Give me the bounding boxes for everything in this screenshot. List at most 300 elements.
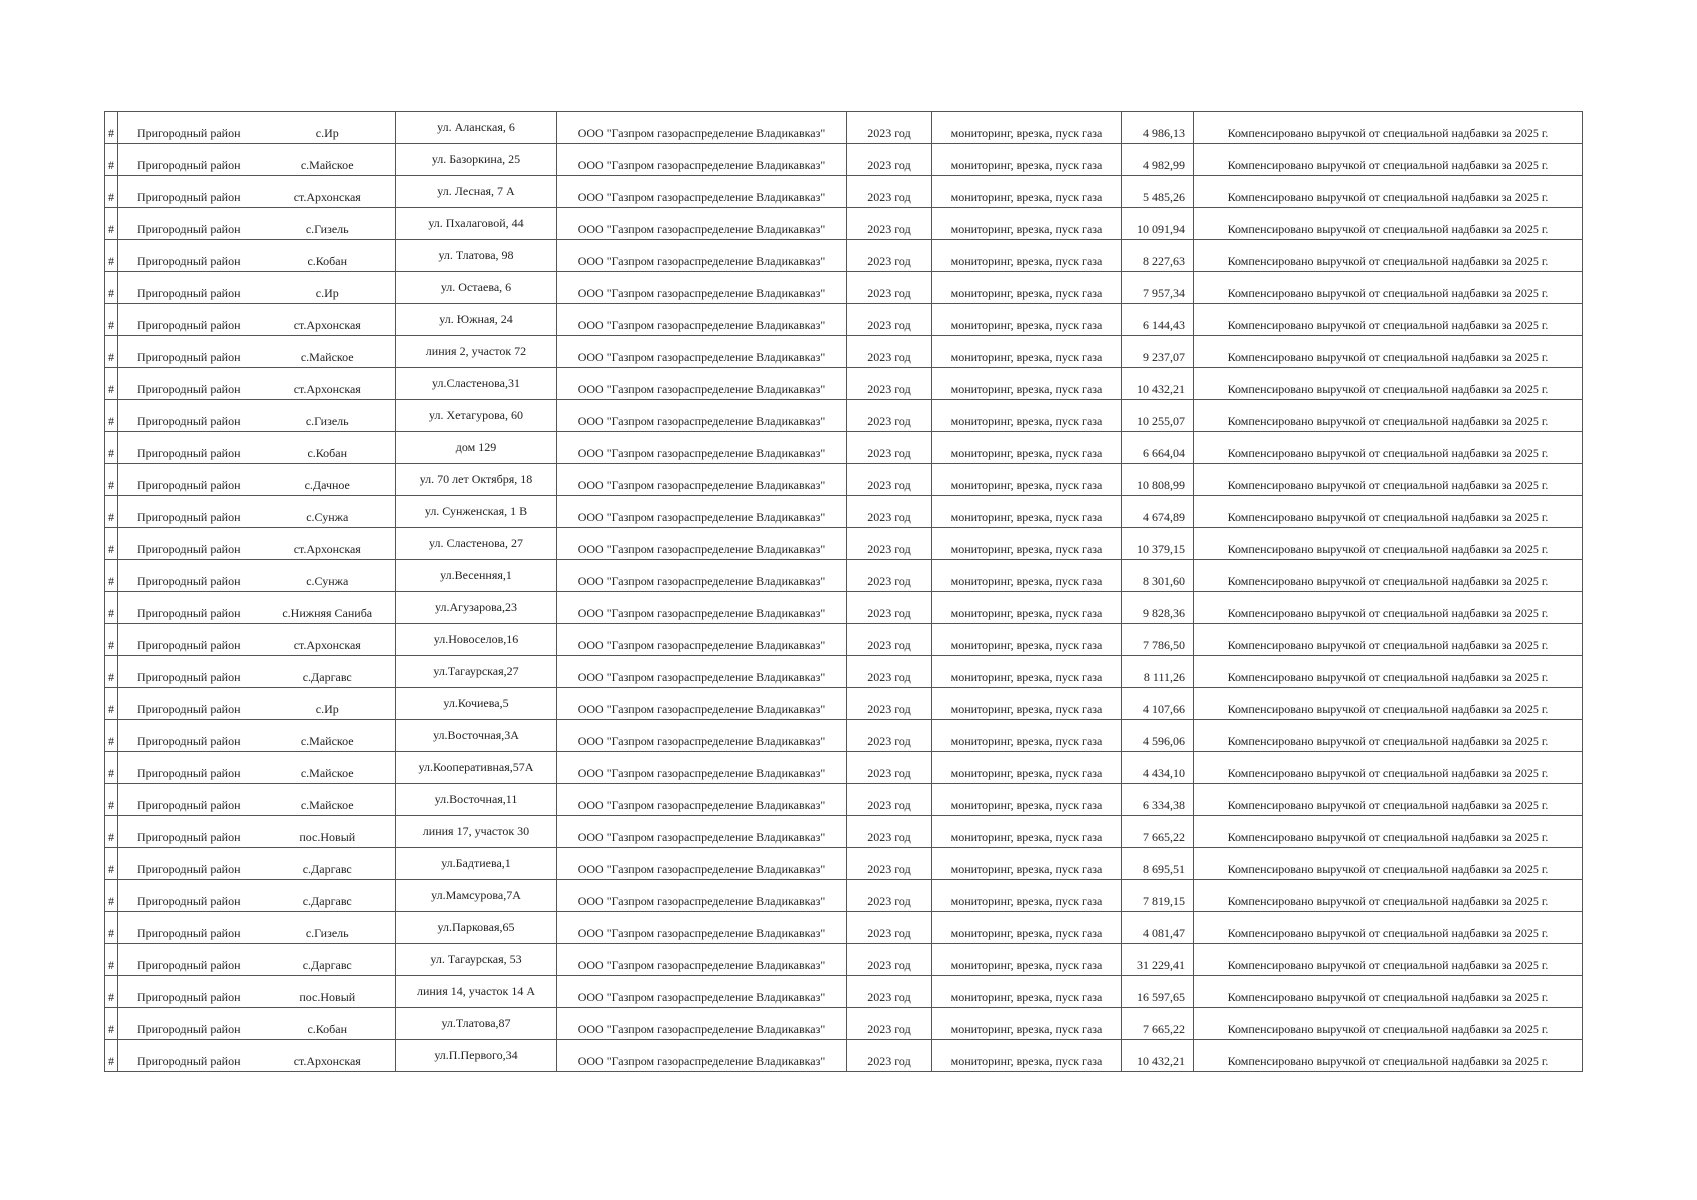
- table-row: [105, 272, 1583, 304]
- row-number-cell: #: [105, 272, 118, 304]
- funding-source-cell: Компенсировано выручкой от специальной надбавки за 2025 г.: [1194, 368, 1583, 400]
- work-type-cell: мониторинг, врезка, пуск газа: [932, 400, 1122, 432]
- funding-source-cell: Компенсировано выручкой от специальной надбавки за 2025 г.: [1194, 176, 1583, 208]
- settlement-cell: с.Гизель: [260, 400, 396, 432]
- organization-cell: ООО "Газпром газораспределение Владикавказ": [557, 720, 847, 752]
- address-cell: ул.Восточная,11: [396, 784, 557, 816]
- work-type-cell: мониторинг, врезка, пуск газа: [932, 432, 1122, 464]
- organization-cell: ООО "Газпром газораспределение Владикавказ": [557, 1008, 847, 1040]
- work-type-cell: мониторинг, врезка, пуск газа: [932, 496, 1122, 528]
- amount-cell: 7 957,34: [1122, 272, 1194, 304]
- table-row: [105, 400, 1583, 432]
- table-row: [105, 912, 1583, 944]
- funding-source-cell: Компенсировано выручкой от специальной надбавки за 2025 г.: [1194, 912, 1583, 944]
- year-cell: 2023 год: [847, 368, 932, 400]
- row-number-cell: #: [105, 304, 118, 336]
- work-type-cell: мониторинг, врезка, пуск газа: [932, 208, 1122, 240]
- settlement-cell: с.Сунжа: [260, 496, 396, 528]
- address-cell: ул. Аланская, 6: [396, 112, 557, 144]
- settlement-cell: с.Майское: [260, 784, 396, 816]
- table-row: [105, 624, 1583, 656]
- district-cell: Пригородный район: [118, 176, 260, 208]
- funding-source-cell: Компенсировано выручкой от специальной надбавки за 2025 г.: [1194, 272, 1583, 304]
- organization-cell: ООО "Газпром газораспределение Владикавказ": [557, 496, 847, 528]
- row-number-cell: #: [105, 432, 118, 464]
- organization-cell: ООО "Газпром газораспределение Владикавказ": [557, 816, 847, 848]
- settlement-cell: ст.Архонская: [260, 176, 396, 208]
- row-number-cell: #: [105, 976, 118, 1008]
- organization-cell: ООО "Газпром газораспределение Владикавказ": [557, 560, 847, 592]
- address-cell: ул.П.Первого,34: [396, 1040, 557, 1072]
- funding-source-cell: Компенсировано выручкой от специальной надбавки за 2025 г.: [1194, 944, 1583, 976]
- row-number-cell: #: [105, 368, 118, 400]
- organization-cell: ООО "Газпром газораспределение Владикавказ": [557, 112, 847, 144]
- work-type-cell: мониторинг, врезка, пуск газа: [932, 816, 1122, 848]
- work-type-cell: мониторинг, врезка, пуск газа: [932, 560, 1122, 592]
- table-row: [105, 784, 1583, 816]
- settlement-cell: с.Даргавс: [260, 880, 396, 912]
- year-cell: 2023 год: [847, 496, 932, 528]
- settlement-cell: ст.Архонская: [260, 528, 396, 560]
- address-cell: ул.Парковая,65: [396, 912, 557, 944]
- settlement-cell: с.Ир: [260, 688, 396, 720]
- work-type-cell: мониторинг, врезка, пуск газа: [932, 144, 1122, 176]
- settlement-cell: ст.Архонская: [260, 304, 396, 336]
- funding-source-cell: Компенсировано выручкой от специальной надбавки за 2025 г.: [1194, 336, 1583, 368]
- address-cell: ул.Мамсурова,7А: [396, 880, 557, 912]
- amount-cell: 4 596,06: [1122, 720, 1194, 752]
- year-cell: 2023 год: [847, 624, 932, 656]
- funding-source-cell: Компенсировано выручкой от специальной надбавки за 2025 г.: [1194, 400, 1583, 432]
- organization-cell: ООО "Газпром газораспределение Владикавказ": [557, 336, 847, 368]
- organization-cell: ООО "Газпром газораспределение Владикавказ": [557, 432, 847, 464]
- district-cell: Пригородный район: [118, 912, 260, 944]
- row-number-cell: #: [105, 944, 118, 976]
- amount-cell: 6 144,43: [1122, 304, 1194, 336]
- settlement-cell: с.Дачное: [260, 464, 396, 496]
- address-cell: ул. Базоркина, 25: [396, 144, 557, 176]
- amount-cell: 7 786,50: [1122, 624, 1194, 656]
- funding-source-cell: Компенсировано выручкой от специальной надбавки за 2025 г.: [1194, 208, 1583, 240]
- work-type-cell: мониторинг, врезка, пуск газа: [932, 656, 1122, 688]
- year-cell: 2023 год: [847, 176, 932, 208]
- row-number-cell: #: [105, 592, 118, 624]
- district-cell: Пригородный район: [118, 368, 260, 400]
- funding-source-cell: Компенсировано выручкой от специальной надбавки за 2025 г.: [1194, 848, 1583, 880]
- row-number-cell: #: [105, 560, 118, 592]
- work-type-cell: мониторинг, врезка, пуск газа: [932, 784, 1122, 816]
- year-cell: 2023 год: [847, 400, 932, 432]
- organization-cell: ООО "Газпром газораспределение Владикавказ": [557, 944, 847, 976]
- funding-source-cell: Компенсировано выручкой от специальной надбавки за 2025 г.: [1194, 112, 1583, 144]
- settlement-cell: с.Даргавс: [260, 656, 396, 688]
- work-type-cell: мониторинг, врезка, пуск газа: [932, 1040, 1122, 1072]
- funding-source-cell: Компенсировано выручкой от специальной надбавки за 2025 г.: [1194, 496, 1583, 528]
- row-number-cell: #: [105, 912, 118, 944]
- amount-cell: 16 597,65: [1122, 976, 1194, 1008]
- row-number-cell: #: [105, 496, 118, 528]
- funding-source-cell: Компенсировано выручкой от специальной надбавки за 2025 г.: [1194, 464, 1583, 496]
- work-type-cell: мониторинг, врезка, пуск газа: [932, 912, 1122, 944]
- year-cell: 2023 год: [847, 272, 932, 304]
- year-cell: 2023 год: [847, 912, 932, 944]
- table-row: [105, 112, 1583, 144]
- table-row: [105, 432, 1583, 464]
- year-cell: 2023 год: [847, 656, 932, 688]
- year-cell: 2023 год: [847, 304, 932, 336]
- organization-cell: ООО "Газпром газораспределение Владикавказ": [557, 880, 847, 912]
- work-type-cell: мониторинг, врезка, пуск газа: [932, 240, 1122, 272]
- organization-cell: ООО "Газпром газораспределение Владикавказ": [557, 464, 847, 496]
- table-body: [105, 112, 1583, 1072]
- table-row: [105, 816, 1583, 848]
- work-type-cell: мониторинг, врезка, пуск газа: [932, 752, 1122, 784]
- row-number-cell: #: [105, 880, 118, 912]
- district-cell: Пригородный район: [118, 816, 260, 848]
- organization-cell: ООО "Газпром газораспределение Владикавказ": [557, 272, 847, 304]
- amount-cell: 4 674,89: [1122, 496, 1194, 528]
- organization-cell: ООО "Газпром газораспределение Владикавказ": [557, 912, 847, 944]
- year-cell: 2023 год: [847, 784, 932, 816]
- amount-cell: 7 665,22: [1122, 816, 1194, 848]
- year-cell: 2023 год: [847, 240, 932, 272]
- district-cell: Пригородный район: [118, 592, 260, 624]
- funding-source-cell: Компенсировано выручкой от специальной надбавки за 2025 г.: [1194, 752, 1583, 784]
- amount-cell: 9 828,36: [1122, 592, 1194, 624]
- work-type-cell: мониторинг, врезка, пуск газа: [932, 304, 1122, 336]
- organization-cell: ООО "Газпром газораспределение Владикавказ": [557, 176, 847, 208]
- address-cell: ул. Пхалаговой, 44: [396, 208, 557, 240]
- table-row: [105, 976, 1583, 1008]
- district-cell: Пригородный район: [118, 624, 260, 656]
- work-type-cell: мониторинг, врезка, пуск газа: [932, 336, 1122, 368]
- amount-cell: 4 982,99: [1122, 144, 1194, 176]
- work-type-cell: мониторинг, врезка, пуск газа: [932, 528, 1122, 560]
- organization-cell: ООО "Газпром газораспределение Владикавказ": [557, 848, 847, 880]
- work-type-cell: мониторинг, врезка, пуск газа: [932, 176, 1122, 208]
- year-cell: 2023 год: [847, 144, 932, 176]
- year-cell: 2023 год: [847, 1008, 932, 1040]
- address-cell: ул. Тлатова, 98: [396, 240, 557, 272]
- year-cell: 2023 год: [847, 432, 932, 464]
- row-number-cell: #: [105, 848, 118, 880]
- table-row: [105, 592, 1583, 624]
- year-cell: 2023 год: [847, 208, 932, 240]
- table-row: [105, 944, 1583, 976]
- row-number-cell: #: [105, 176, 118, 208]
- district-cell: Пригородный район: [118, 784, 260, 816]
- organization-cell: ООО "Газпром газораспределение Владикавказ": [557, 1040, 847, 1072]
- amount-cell: 8 111,26: [1122, 656, 1194, 688]
- address-cell: ул.Восточная,3А: [396, 720, 557, 752]
- funding-source-cell: Компенсировано выручкой от специальной надбавки за 2025 г.: [1194, 656, 1583, 688]
- data-table: [104, 111, 1583, 1072]
- address-cell: ул. Сунженская, 1 В: [396, 496, 557, 528]
- organization-cell: ООО "Газпром газораспределение Владикавказ": [557, 976, 847, 1008]
- funding-source-cell: Компенсировано выручкой от специальной надбавки за 2025 г.: [1194, 976, 1583, 1008]
- amount-cell: 8 695,51: [1122, 848, 1194, 880]
- address-cell: линия 17, участок 30: [396, 816, 557, 848]
- funding-source-cell: Компенсировано выручкой от специальной надбавки за 2025 г.: [1194, 528, 1583, 560]
- year-cell: 2023 год: [847, 464, 932, 496]
- funding-source-cell: Компенсировано выручкой от специальной надбавки за 2025 г.: [1194, 144, 1583, 176]
- settlement-cell: ст.Архонская: [260, 624, 396, 656]
- funding-source-cell: Компенсировано выручкой от специальной надбавки за 2025 г.: [1194, 688, 1583, 720]
- district-cell: Пригородный район: [118, 496, 260, 528]
- amount-cell: 8 227,63: [1122, 240, 1194, 272]
- settlement-cell: с.Кобан: [260, 240, 396, 272]
- settlement-cell: с.Кобан: [260, 432, 396, 464]
- settlement-cell: с.Ир: [260, 112, 396, 144]
- organization-cell: ООО "Газпром газораспределение Владикавказ": [557, 400, 847, 432]
- address-cell: ул. Тагаурская, 53: [396, 944, 557, 976]
- funding-source-cell: Компенсировано выручкой от специальной надбавки за 2025 г.: [1194, 240, 1583, 272]
- district-cell: Пригородный район: [118, 752, 260, 784]
- address-cell: ул. Южная, 24: [396, 304, 557, 336]
- organization-cell: ООО "Газпром газораспределение Владикавказ": [557, 528, 847, 560]
- work-type-cell: мониторинг, врезка, пуск газа: [932, 624, 1122, 656]
- work-type-cell: мониторинг, врезка, пуск газа: [932, 112, 1122, 144]
- funding-source-cell: Компенсировано выручкой от специальной надбавки за 2025 г.: [1194, 432, 1583, 464]
- settlement-cell: с.Кобан: [260, 1008, 396, 1040]
- row-number-cell: #: [105, 784, 118, 816]
- year-cell: 2023 год: [847, 1040, 932, 1072]
- district-cell: Пригородный район: [118, 848, 260, 880]
- funding-source-cell: Компенсировано выручкой от специальной надбавки за 2025 г.: [1194, 720, 1583, 752]
- row-number-cell: #: [105, 528, 118, 560]
- district-cell: Пригородный район: [118, 464, 260, 496]
- amount-cell: 10 432,21: [1122, 1040, 1194, 1072]
- settlement-cell: ст.Архонская: [260, 1040, 396, 1072]
- funding-source-cell: Компенсировано выручкой от специальной надбавки за 2025 г.: [1194, 592, 1583, 624]
- year-cell: 2023 год: [847, 528, 932, 560]
- row-number-cell: #: [105, 720, 118, 752]
- amount-cell: 6 664,04: [1122, 432, 1194, 464]
- settlement-cell: пос.Новый: [260, 816, 396, 848]
- year-cell: 2023 год: [847, 592, 932, 624]
- organization-cell: ООО "Газпром газораспределение Владикавказ": [557, 240, 847, 272]
- table-row: [105, 144, 1583, 176]
- row-number-cell: #: [105, 1040, 118, 1072]
- address-cell: ул.Тагаурская,27: [396, 656, 557, 688]
- row-number-cell: #: [105, 112, 118, 144]
- amount-cell: 4 986,13: [1122, 112, 1194, 144]
- row-number-cell: #: [105, 464, 118, 496]
- amount-cell: 4 434,10: [1122, 752, 1194, 784]
- address-cell: ул.Новоселов,16: [396, 624, 557, 656]
- organization-cell: ООО "Газпром газораспределение Владикавказ": [557, 656, 847, 688]
- amount-cell: 10 379,15: [1122, 528, 1194, 560]
- work-type-cell: мониторинг, врезка, пуск газа: [932, 1008, 1122, 1040]
- row-number-cell: #: [105, 656, 118, 688]
- amount-cell: 10 255,07: [1122, 400, 1194, 432]
- year-cell: 2023 год: [847, 880, 932, 912]
- amount-cell: 8 301,60: [1122, 560, 1194, 592]
- row-number-cell: #: [105, 1008, 118, 1040]
- row-number-cell: #: [105, 816, 118, 848]
- funding-source-cell: Компенсировано выручкой от специальной надбавки за 2025 г.: [1194, 1008, 1583, 1040]
- district-cell: Пригородный район: [118, 688, 260, 720]
- address-cell: ул.Агузарова,23: [396, 592, 557, 624]
- address-cell: ул. Остаева, 6: [396, 272, 557, 304]
- district-cell: Пригородный район: [118, 1040, 260, 1072]
- amount-cell: 6 334,38: [1122, 784, 1194, 816]
- funding-source-cell: Компенсировано выручкой от специальной надбавки за 2025 г.: [1194, 880, 1583, 912]
- table-row: [105, 496, 1583, 528]
- year-cell: 2023 год: [847, 688, 932, 720]
- work-type-cell: мониторинг, врезка, пуск газа: [932, 848, 1122, 880]
- settlement-cell: с.Майское: [260, 144, 396, 176]
- table-row: [105, 880, 1583, 912]
- district-cell: Пригородный район: [118, 528, 260, 560]
- settlement-cell: с.Даргавс: [260, 944, 396, 976]
- table-row: [105, 464, 1583, 496]
- work-type-cell: мониторинг, врезка, пуск газа: [932, 592, 1122, 624]
- address-cell: ул.Весенняя,1: [396, 560, 557, 592]
- district-cell: Пригородный район: [118, 112, 260, 144]
- table-row: [105, 304, 1583, 336]
- table-row: [105, 240, 1583, 272]
- work-type-cell: мониторинг, врезка, пуск газа: [932, 976, 1122, 1008]
- funding-source-cell: Компенсировано выручкой от специальной надбавки за 2025 г.: [1194, 624, 1583, 656]
- funding-source-cell: Компенсировано выручкой от специальной надбавки за 2025 г.: [1194, 784, 1583, 816]
- district-cell: Пригородный район: [118, 656, 260, 688]
- row-number-cell: #: [105, 688, 118, 720]
- district-cell: Пригородный район: [118, 432, 260, 464]
- district-cell: Пригородный район: [118, 560, 260, 592]
- address-cell: ул.Сластенова,31: [396, 368, 557, 400]
- district-cell: Пригородный район: [118, 944, 260, 976]
- amount-cell: 7 819,15: [1122, 880, 1194, 912]
- settlement-cell: с.Гизель: [260, 208, 396, 240]
- year-cell: 2023 год: [847, 720, 932, 752]
- organization-cell: ООО "Газпром газораспределение Владикавказ": [557, 368, 847, 400]
- organization-cell: ООО "Газпром газораспределение Владикавказ": [557, 304, 847, 336]
- year-cell: 2023 год: [847, 944, 932, 976]
- district-cell: Пригородный район: [118, 144, 260, 176]
- work-type-cell: мониторинг, врезка, пуск газа: [932, 688, 1122, 720]
- address-cell: ул. Лесная, 7 А: [396, 176, 557, 208]
- amount-cell: 4 081,47: [1122, 912, 1194, 944]
- address-cell: ул. Сластенова, 27: [396, 528, 557, 560]
- address-cell: ул.Кооперативная,57А: [396, 752, 557, 784]
- organization-cell: ООО "Газпром газораспределение Владикавказ": [557, 624, 847, 656]
- address-cell: ул.Бадтиева,1: [396, 848, 557, 880]
- row-number-cell: #: [105, 208, 118, 240]
- address-cell: ул.Кочиева,5: [396, 688, 557, 720]
- district-cell: Пригородный район: [118, 336, 260, 368]
- work-type-cell: мониторинг, врезка, пуск газа: [932, 880, 1122, 912]
- district-cell: Пригородный район: [118, 400, 260, 432]
- settlement-cell: с.Майское: [260, 336, 396, 368]
- district-cell: Пригородный район: [118, 976, 260, 1008]
- settlement-cell: с.Майское: [260, 720, 396, 752]
- year-cell: 2023 год: [847, 336, 932, 368]
- district-cell: Пригородный район: [118, 304, 260, 336]
- amount-cell: 4 107,66: [1122, 688, 1194, 720]
- address-cell: ул. 70 лет Октября, 18: [396, 464, 557, 496]
- settlement-cell: с.Нижняя Саниба: [260, 592, 396, 624]
- table-row: [105, 720, 1583, 752]
- funding-source-cell: Компенсировано выручкой от специальной надбавки за 2025 г.: [1194, 304, 1583, 336]
- funding-source-cell: Компенсировано выручкой от специальной надбавки за 2025 г.: [1194, 560, 1583, 592]
- work-type-cell: мониторинг, врезка, пуск газа: [932, 464, 1122, 496]
- address-cell: линия 2, участок 72: [396, 336, 557, 368]
- organization-cell: ООО "Газпром газораспределение Владикавказ": [557, 752, 847, 784]
- row-number-cell: #: [105, 400, 118, 432]
- settlement-cell: с.Даргавс: [260, 848, 396, 880]
- amount-cell: 10 808,99: [1122, 464, 1194, 496]
- district-cell: Пригородный район: [118, 880, 260, 912]
- settlement-cell: ст.Архонская: [260, 368, 396, 400]
- row-number-cell: #: [105, 240, 118, 272]
- address-cell: линия 14, участок 14 А: [396, 976, 557, 1008]
- district-cell: Пригородный район: [118, 720, 260, 752]
- year-cell: 2023 год: [847, 560, 932, 592]
- organization-cell: ООО "Газпром газораспределение Владикавказ": [557, 208, 847, 240]
- district-cell: Пригородный район: [118, 1008, 260, 1040]
- table-row: [105, 1040, 1583, 1072]
- funding-source-cell: Компенсировано выручкой от специальной надбавки за 2025 г.: [1194, 816, 1583, 848]
- year-cell: 2023 год: [847, 112, 932, 144]
- district-cell: Пригородный район: [118, 272, 260, 304]
- row-number-cell: #: [105, 144, 118, 176]
- amount-cell: 5 485,26: [1122, 176, 1194, 208]
- organization-cell: ООО "Газпром газораспределение Владикавказ": [557, 144, 847, 176]
- work-type-cell: мониторинг, врезка, пуск газа: [932, 272, 1122, 304]
- district-cell: Пригородный район: [118, 208, 260, 240]
- amount-cell: 9 237,07: [1122, 336, 1194, 368]
- settlement-cell: с.Ир: [260, 272, 396, 304]
- table-row: [105, 528, 1583, 560]
- settlement-cell: с.Гизель: [260, 912, 396, 944]
- table-row: [105, 752, 1583, 784]
- table-row: [105, 688, 1583, 720]
- amount-cell: 10 091,94: [1122, 208, 1194, 240]
- row-number-cell: #: [105, 336, 118, 368]
- settlement-cell: с.Майское: [260, 752, 396, 784]
- amount-cell: 10 432,21: [1122, 368, 1194, 400]
- table-row: [105, 848, 1583, 880]
- table-row: [105, 368, 1583, 400]
- year-cell: 2023 год: [847, 816, 932, 848]
- address-cell: ул. Хетагурова, 60: [396, 400, 557, 432]
- year-cell: 2023 год: [847, 752, 932, 784]
- work-type-cell: мониторинг, врезка, пуск газа: [932, 944, 1122, 976]
- table-row: [105, 176, 1583, 208]
- address-cell: ул.Тлатова,87: [396, 1008, 557, 1040]
- row-number-cell: #: [105, 752, 118, 784]
- table-row: [105, 656, 1583, 688]
- year-cell: 2023 год: [847, 848, 932, 880]
- amount-cell: 31 229,41: [1122, 944, 1194, 976]
- amount-cell: 7 665,22: [1122, 1008, 1194, 1040]
- table-row: [105, 560, 1583, 592]
- organization-cell: ООО "Газпром газораспределение Владикавказ": [557, 592, 847, 624]
- address-cell: дом 129: [396, 432, 557, 464]
- organization-cell: ООО "Газпром газораспределение Владикавказ": [557, 688, 847, 720]
- settlement-cell: с.Сунжа: [260, 560, 396, 592]
- table-row: [105, 208, 1583, 240]
- table-row: [105, 1008, 1583, 1040]
- year-cell: 2023 год: [847, 976, 932, 1008]
- work-type-cell: мониторинг, врезка, пуск газа: [932, 368, 1122, 400]
- settlement-cell: пос.Новый: [260, 976, 396, 1008]
- funding-source-cell: Компенсировано выручкой от специальной надбавки за 2025 г.: [1194, 1040, 1583, 1072]
- table-row: [105, 336, 1583, 368]
- organization-cell: ООО "Газпром газораспределение Владикавказ": [557, 784, 847, 816]
- district-cell: Пригородный район: [118, 240, 260, 272]
